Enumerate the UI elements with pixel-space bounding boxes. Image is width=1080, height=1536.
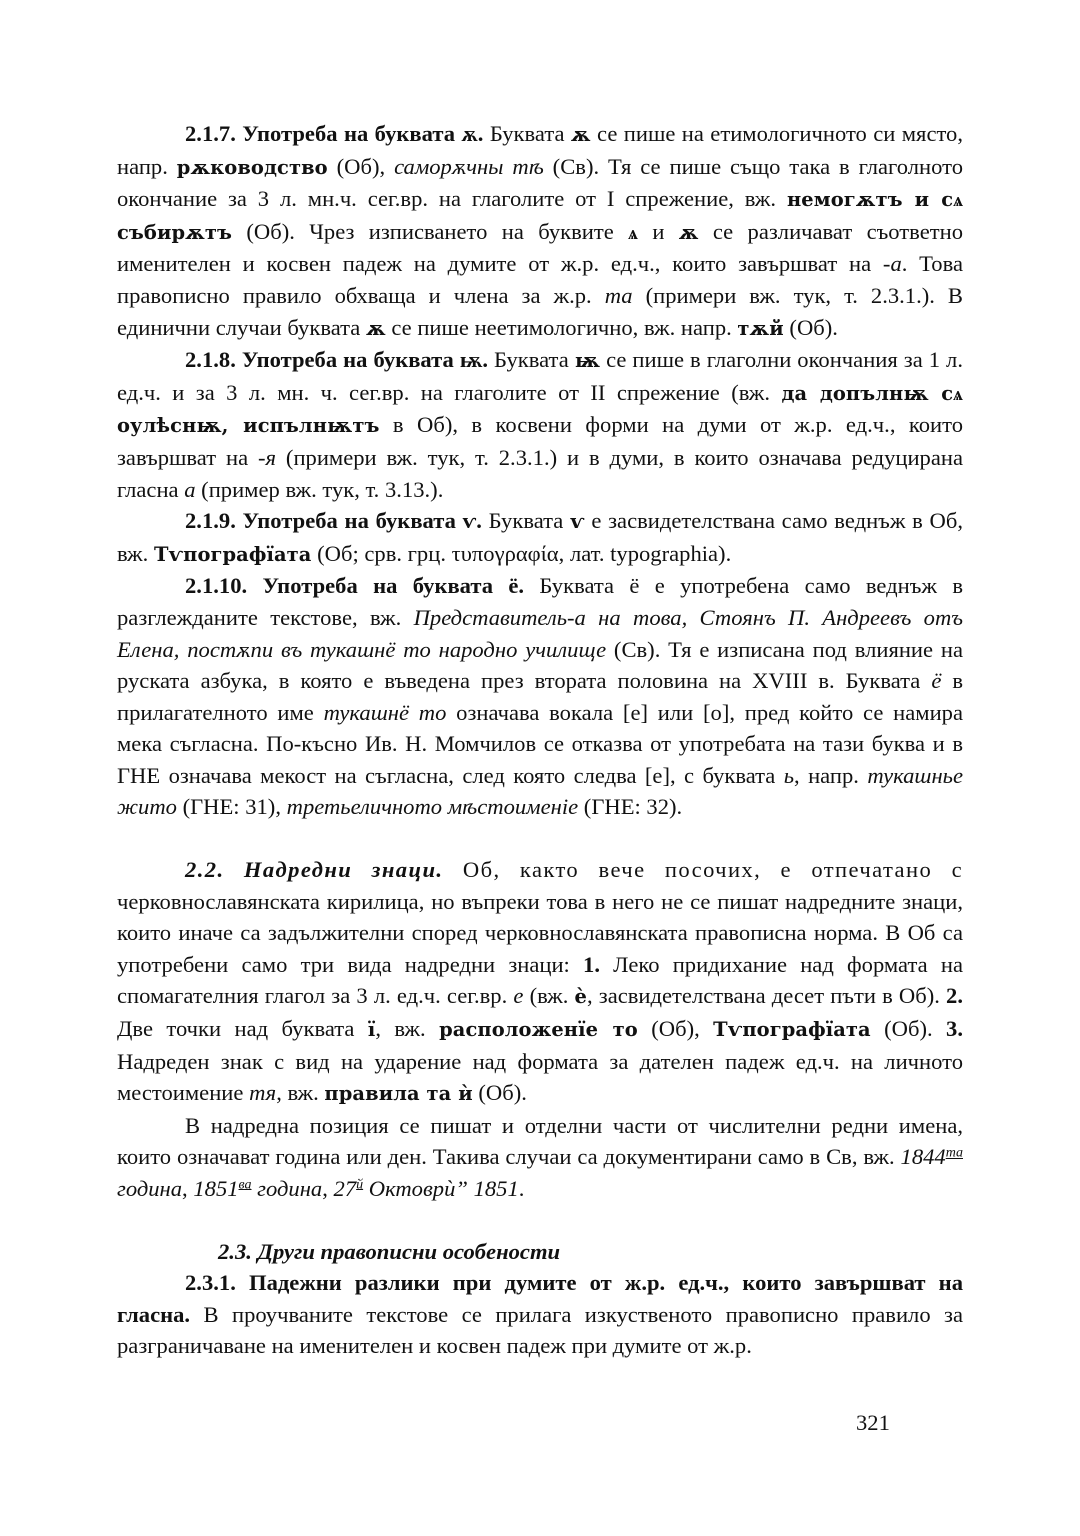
italic-example: Представитель-а на това, Стоянъ П. Андреевъ отъ Елена, постѫпи въ тукашнё то народно училище (117, 604, 963, 662)
text: се пише в глаголни окончания за 1 л. ед.ч. и за 3 л. мн. ч. сег.вр. на глаголите от II спрежение (вж. (117, 347, 963, 405)
text: , напр. (794, 762, 868, 788)
church-slavonic-letter: ѫ (570, 123, 591, 146)
text: (примери вж. тук, т. 2.3.1.) и в думи, в които означава редуцирана гласна (117, 444, 963, 502)
ordinal-number: 27 (333, 1176, 357, 1201)
church-slavonic-example: ѐ (574, 985, 587, 1009)
ordinal-number: 1851 (193, 1176, 239, 1201)
text: черковнославянската кирилица, но въпреки това в него не се пишат надредните знаци, които иначе са задължителни според черковнославянската правописна норма. В Об са употребени само три вида надредни знаци: (117, 888, 963, 977)
text: (Об). (783, 314, 838, 340)
text: Октоврѝ” 1851 (363, 1176, 519, 1201)
ordinal-superscript: й (356, 1177, 364, 1193)
church-slavonic-letter: ѫ (678, 220, 699, 244)
ordinal-superscript: ва (238, 1177, 252, 1193)
text: . (518, 1176, 525, 1201)
text: (Об; срв. грц. τυπογραφία, лат. typographia). (311, 540, 732, 566)
text: (ГНЕ: 31), (176, 794, 287, 820)
text: се пише на етимологичното си място, напр. (117, 121, 964, 179)
text: се различават съответно именителен и косвен падеж на думите от ж.р. ед.ч., които завършват на (117, 218, 964, 277)
paragraph-2-1-9 (117, 505, 963, 570)
text: (примери вж. тук, т. 2.3.1.). В единични случаи буквата (117, 282, 963, 340)
text: , (182, 1176, 194, 1201)
text: (Св). Тя се пише също така в глаголното окончание за 3 л. мн.ч. сег.вр. на глаголите от I спрежение, вж. (117, 153, 963, 212)
spacer (117, 823, 963, 854)
text: (вж. (523, 983, 575, 1009)
text: (пример вж. тук, т. 3.13.). (195, 476, 444, 502)
italic-example: а (184, 476, 196, 502)
italic-example: саморѫчны тѣ (394, 153, 544, 179)
text: означава вокала [е] или [о], пред който се намира мека съгласна. По-късно Ив. Н. Момчилов се отказва от употребата на тази буква и в ГНЕ означава мекост на съгласна, след която следва [е], с буквата (117, 699, 963, 788)
church-slavonic-letter: ї (367, 1018, 376, 1042)
text: Об, както вече посочих, е отпечатано с (443, 857, 963, 883)
text: в Об), в косвени форми на думи от ж.р. ед.ч., които завършват на (117, 412, 963, 470)
body-text (117, 118, 963, 1362)
ordinal-example (193, 1176, 322, 1201)
church-slavonic-letter: ѫ (365, 316, 386, 340)
text: (ГНЕ: 32). (578, 794, 683, 820)
paragraph-2-1-10 (117, 570, 963, 823)
text: година (251, 1176, 323, 1201)
text: (Св). Тя е изписана под влияние на руската азбука, в която е въведена през втората половина на XVIII в. Буквата (117, 636, 963, 694)
text: и (637, 218, 679, 244)
church-slavonic-example: Тѵпографїата (713, 1018, 871, 1042)
section-heading-2-3-1: 2.3.1. Падежни разлики при думите от ж.р. ед.ч., които завършват на гласна. (117, 1270, 963, 1327)
church-slavonic-example: Тѵпографїата (153, 542, 312, 566)
text: Леко придихание над формата на спомагателния глагол за 3 л. ед.ч. сег.вр. (117, 951, 963, 1009)
ordinal-number: 1844 (900, 1144, 946, 1170)
italic-example: ё (931, 668, 942, 694)
italic-example: та (604, 282, 633, 308)
text: Две точки над буквата (117, 1016, 368, 1042)
text: (Об). (870, 1016, 947, 1042)
text: (Об). Чрез изписването на буквите (232, 218, 629, 244)
church-slavonic-letter: ѭ (574, 349, 601, 373)
text: В проучваните текстове се прилага изкуственото правописно правило за разграничаване на именителен и косвен падеж при думите от ж.р. (117, 1301, 963, 1359)
text: Буквата (483, 121, 571, 146)
italic-example: е (513, 983, 524, 1009)
church-slavonic-example: немогѫтъ и сѧ събирѫтъ (117, 188, 964, 244)
text: , вж. (276, 1080, 325, 1106)
list-number: 2. (946, 983, 963, 1009)
list-number: 1. (583, 951, 600, 977)
italic-example: тя (249, 1080, 277, 1106)
italic-example: ь (783, 762, 795, 788)
section-heading-2-2: 2.2. Надредни знаци. (185, 857, 444, 883)
text: , засвидетелствана десет пъти в Об). (586, 983, 947, 1009)
paragraph-2-1-8 (117, 344, 963, 505)
text: , (322, 1176, 334, 1201)
text: , вж. (375, 1016, 440, 1042)
church-slavonic-example: расположенїе то (439, 1018, 638, 1042)
church-slavonic-example: правила та ѝ (324, 1082, 473, 1106)
church-slavonic-example: да допълнѭ сѧ оулѣснѭ, испълнѭтъ (117, 381, 963, 438)
paragraph-2-2-superscripts (117, 1110, 963, 1205)
text: се пише неетимологично, вж. напр. (385, 314, 738, 340)
church-slavonic-example: тѫй (737, 316, 784, 340)
spacer (117, 1205, 963, 1236)
text: Буквата (488, 347, 575, 373)
church-slavonic-letter: ѧ (628, 220, 638, 244)
church-slavonic-example: рѫководство (176, 155, 328, 179)
italic-example: третьеличното мѣстоименiе (286, 794, 579, 820)
text: В надредна позиция се пишат и отделни части от числителни редни имена, които означават година или ден. Такива случаи са документирани само в Св, вж. (117, 1112, 963, 1170)
italic-example: -а (882, 251, 902, 277)
church-slavonic-letter: ѵ (570, 510, 585, 534)
text: година (117, 1176, 183, 1201)
text: в прилагателното име (117, 668, 963, 725)
italic-example: тукашнё то (323, 699, 447, 725)
text: Буквата (481, 508, 571, 534)
section-heading-2-1-10: 2.1.10. Употреба на буквата ё. (185, 573, 525, 599)
text: . Това правописно правило обхваща и члена за ж.р. (117, 251, 963, 308)
list-number: 3. (946, 1016, 963, 1042)
text: (Об), (637, 1016, 714, 1042)
page-number: 321 (856, 1410, 890, 1435)
section-heading-2-1-7: 2.1.7. Употреба на буквата ѫ. (185, 121, 484, 146)
paragraph-2-1-7 (117, 118, 963, 344)
italic-example: -я (258, 444, 277, 470)
text: Надреден знак с вид на ударение над формата за дателен падеж ед.ч. на личното местоимение (117, 1048, 963, 1106)
ordinal-superscript: та (945, 1145, 963, 1161)
text: Буквата ё е употребена само веднъж в разглежданите текстове, вж. (117, 573, 963, 630)
text: (Об), (327, 153, 395, 179)
section-heading-2-1-8: 2.1.8. Употреба на буквата ѭ. (185, 347, 489, 373)
paragraph-2-2 (117, 854, 963, 1110)
section-heading-2-1-9: 2.1.9. Употреба на буквата ѵ. (185, 508, 482, 534)
paragraph-2-3-1 (117, 1267, 963, 1362)
text: (Об). (472, 1080, 527, 1106)
ordinal-example (334, 1176, 519, 1201)
section-heading-2-3: 2.3. Други правописни особености (218, 1238, 561, 1264)
text: е засвидетелствана само веднъж в Об, вж. (117, 508, 963, 566)
italic-example: тукашнье жито (117, 762, 963, 820)
